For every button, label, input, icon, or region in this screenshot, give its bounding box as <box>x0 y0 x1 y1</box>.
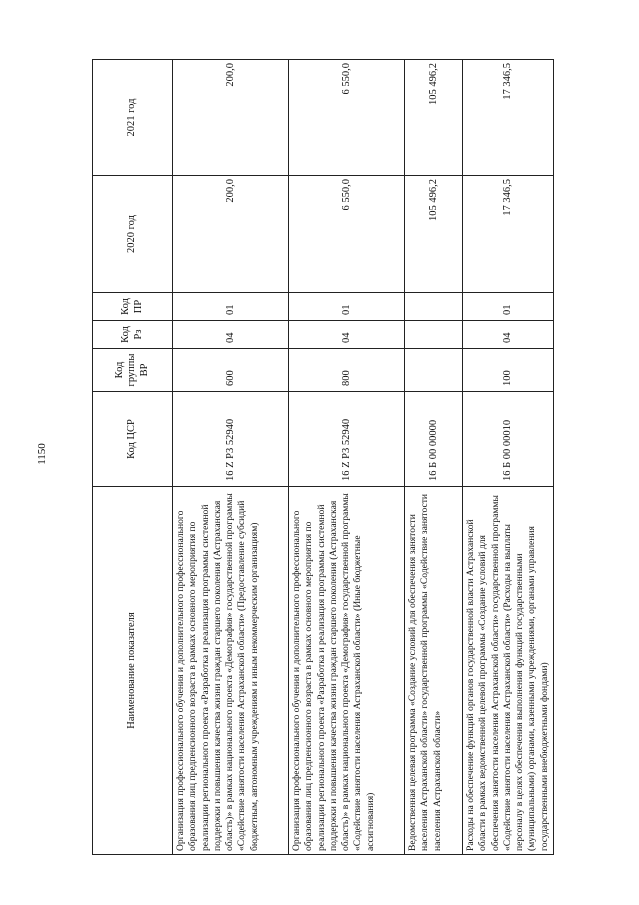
row-pr: 01 <box>173 293 289 321</box>
row-name: Ведомственная целевая программа «Создание условий для обеспечения занятости населения Астраханской области» государственной программы «Содействие занятости населения Астраханской области» <box>405 487 463 855</box>
table-row <box>463 60 554 855</box>
header-name: Наименование показателя <box>93 487 173 855</box>
table-row <box>289 60 405 855</box>
row-2021: 17 346,5 <box>463 60 554 176</box>
header-pr: Код ПР <box>93 293 173 321</box>
page-number: 1150 <box>36 443 48 465</box>
table-row <box>405 60 463 855</box>
table-row <box>173 60 289 855</box>
header-vr: Код группы ВР <box>93 349 173 392</box>
row-vr: 600 <box>173 349 289 392</box>
row-2020: 105 496,2 <box>405 176 463 293</box>
row-vr <box>405 349 463 392</box>
row-pr <box>405 293 463 321</box>
row-name: Организация профессионального обучения и дополнительного профессионального образования лиц предпенсионного возраста в рамках основного мероприятия по реализации регионального проекта «Разработка и реализация программы системной поддержки и повышения качества жизни граждан старшего поколения (Астраханская область)» в рамках национального проекта «Демография» государственной программы «Содействие занятости населения Астраханской области» (Иные бюджетные ассигнования) <box>289 487 405 855</box>
row-2020: 200,0 <box>173 176 289 293</box>
row-pr: 01 <box>289 293 405 321</box>
row-2021: 6 550,0 <box>289 60 405 176</box>
row-pr: 01 <box>463 293 554 321</box>
row-2021: 200,0 <box>173 60 289 176</box>
row-2020: 6 550,0 <box>289 176 405 293</box>
row-rz: 04 <box>173 321 289 349</box>
row-name: Расходы на обеспечение функций органов государственной власти Астраханской области в рамках ведомственной целевой программы «Создание условий для обеспечения занятости населения Астраханской области» государственной программы «Содействие занятости населения Астраханской области» (Расходы на выплаты персоналу в целях обеспечения выполнения функций государственными (муниципальными) органами, казенными учреждениями, органами управления государственными внебюджетными фондами) <box>463 487 554 855</box>
row-2020: 17 346,5 <box>463 176 554 293</box>
header-rz: Код Рз <box>93 321 173 349</box>
row-vr: 100 <box>463 349 554 392</box>
row-csr: 16 Z P3 52940 <box>173 392 289 487</box>
row-csr: 16 Б 00 00000 <box>405 392 463 487</box>
row-rz: 04 <box>463 321 554 349</box>
rotated-page-content <box>92 60 550 855</box>
table-header-row <box>93 60 173 855</box>
row-csr: 16 Б 00 00010 <box>463 392 554 487</box>
row-rz: 04 <box>289 321 405 349</box>
row-2021: 105 496,2 <box>405 60 463 176</box>
header-2020: 2020 год <box>93 176 173 293</box>
row-csr: 16 Z P3 52940 <box>289 392 405 487</box>
row-name: Организация профессионального обучения и дополнительного профессионального образования лиц предпенсионного возраста в рамках основного мероприятия по реализации регионального проекта «Разработка и реализация программы системной поддержки и повышения качества жизни граждан старшего поколения (Астраханская область)» в рамках национального проекта «Демография» государственной программы «Содействие занятости населения Астраханской области» (Предоставление субсидий бюджетным, автономным учреждениям и иным некоммерческим организациям) <box>173 487 289 855</box>
header-csr: Код ЦСР <box>93 392 173 487</box>
header-2021: 2021 год <box>93 60 173 176</box>
row-rz <box>405 321 463 349</box>
budget-table <box>92 59 554 855</box>
row-vr: 800 <box>289 349 405 392</box>
